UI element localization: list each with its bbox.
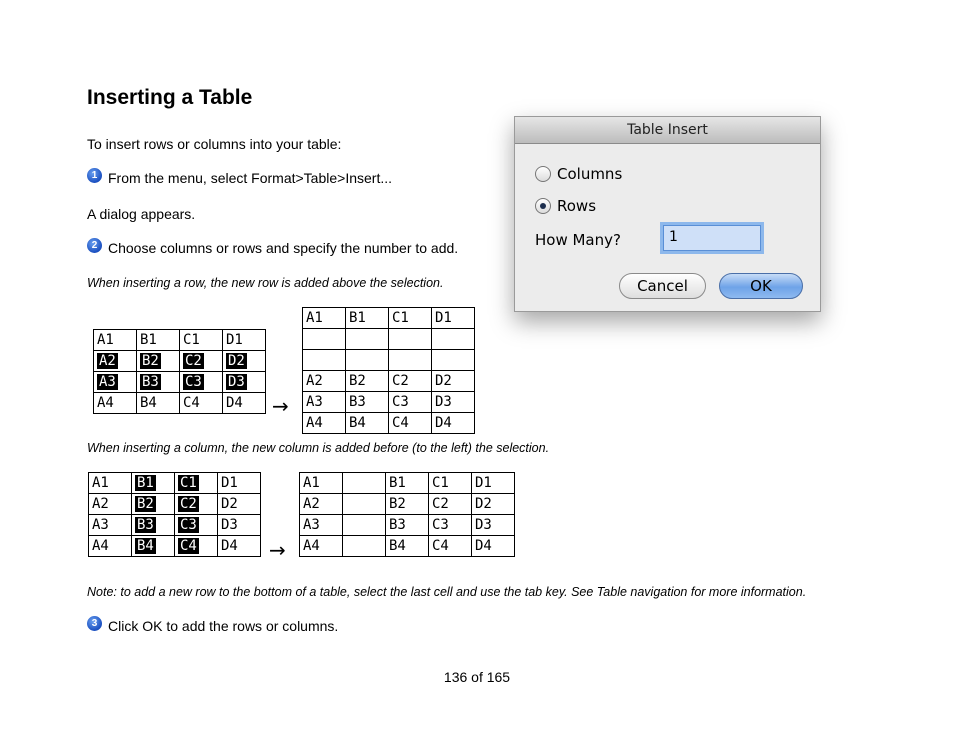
step-number-2-icon: 2 xyxy=(87,238,102,253)
page-title: Inserting a Table xyxy=(87,86,253,109)
column-insert-note: When inserting a column, the new column is added before (to the left) the selection. xyxy=(87,441,550,455)
rows-radio-option[interactable] xyxy=(535,197,596,215)
how-many-input[interactable]: 1 xyxy=(663,225,761,251)
step-1-text: From the menu, select Format>Table>Insert... xyxy=(108,170,393,186)
columns-radio-option[interactable] xyxy=(535,165,622,183)
step-2 xyxy=(87,240,458,256)
step-number-3-icon: 3 xyxy=(87,616,102,631)
step-number-1-icon: 1 xyxy=(87,168,102,183)
rows-radio-icon[interactable] xyxy=(535,198,551,214)
row-example-before-table: A1 B1 C1 D1 A2 B2 C2 D2 A3 B3 C3 D3 A4 B4 C4 D4 xyxy=(93,329,266,414)
step-3-text: Click OK to add the rows or columns. xyxy=(108,618,339,634)
row-arrow-icon: → xyxy=(272,394,289,418)
dialog-title: Table Insert xyxy=(515,117,820,144)
column-arrow-icon: → xyxy=(269,538,286,562)
cancel-button[interactable]: Cancel xyxy=(619,273,706,299)
step-3 xyxy=(87,618,338,634)
row-example-after-table: A1 B1 C1 D1 A2 B2 C2 D2 A3 B3 C3 D3 A4 B4 C4 D4 xyxy=(302,307,475,434)
table-insert-dialog xyxy=(514,116,821,312)
columns-radio-icon[interactable] xyxy=(535,166,551,182)
column-example-before-table: A1 B1 C1 D1 A2 B2 C2 D2 A3 B3 C3 D3 A4 B4 C4 D4 xyxy=(88,472,261,557)
step-1 xyxy=(87,170,392,186)
intro-text: To insert rows or columns into your table: xyxy=(87,136,342,152)
row-insert-note: When inserting a row, the new row is added above the selection. xyxy=(87,276,444,290)
bottom-row-note: Note: to add a new row to the bottom of a table, select the last cell and use the tab key. See Table navigation for more information. xyxy=(87,585,807,599)
page-number: 136 of 165 xyxy=(443,669,511,685)
ok-button[interactable]: OK xyxy=(719,273,803,299)
rows-label: Rows xyxy=(557,197,597,215)
columns-label: Columns xyxy=(557,165,623,183)
step-2-text: Choose columns or rows and specify the number to add. xyxy=(108,240,459,256)
how-many-label: How Many? xyxy=(535,231,621,249)
dialog-appears-text: A dialog appears. xyxy=(87,206,196,222)
column-example-after-table: A1 B1 C1 D1 A2 B2 C2 D2 A3 B3 C3 D3 A4 B4 C4 D4 xyxy=(299,472,515,557)
